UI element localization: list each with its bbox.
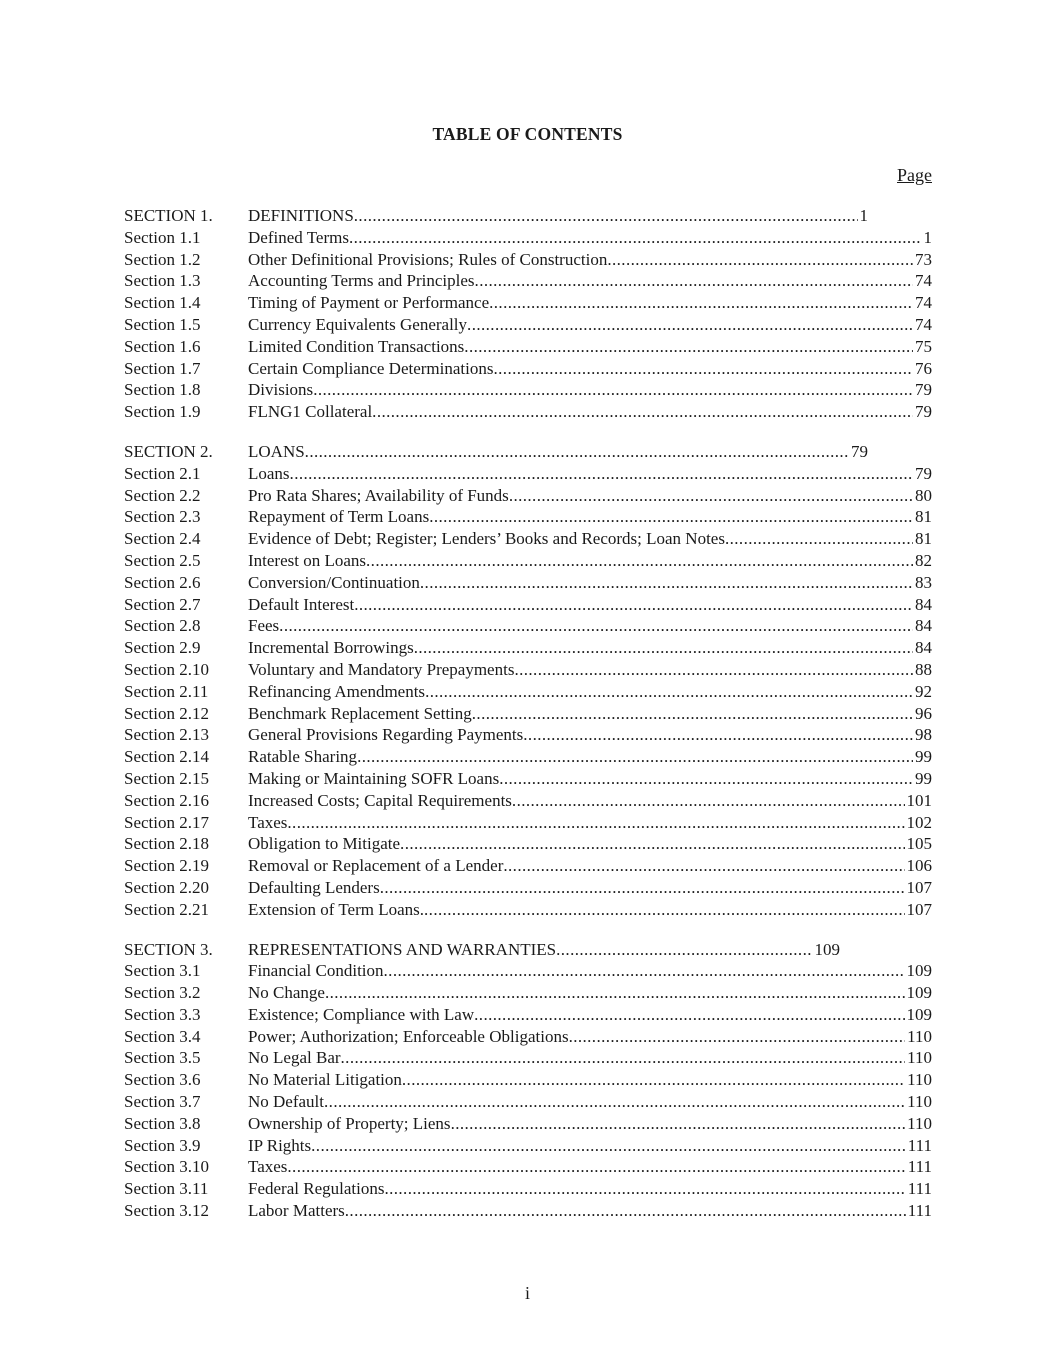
toc-entry-page: 92 — [915, 681, 932, 701]
toc-entry-body — [248, 1047, 932, 1069]
dot-leader — [420, 572, 913, 594]
toc-entry[interactable] — [124, 746, 932, 768]
toc-entry-title: DEFINITIONS — [248, 206, 354, 225]
toc-entry-number: Section 2.4 — [124, 529, 201, 549]
toc-entry-body — [248, 572, 932, 594]
toc-entry-page: 1 — [923, 227, 932, 247]
toc-entry-number: SECTION 3. — [124, 939, 213, 959]
toc-entry[interactable] — [124, 463, 932, 485]
toc-entry-body — [248, 463, 932, 485]
toc-entry-page: 81 — [915, 529, 932, 549]
toc-entry[interactable] — [124, 790, 932, 812]
toc-entry-number: Section 2.17 — [124, 812, 209, 832]
toc-entry-page: 111 — [907, 1201, 932, 1221]
toc-entry[interactable] — [124, 1200, 932, 1222]
dot-leader — [345, 1200, 906, 1222]
toc-entry[interactable] — [124, 270, 932, 292]
toc-entry-number: Section 2.3 — [124, 507, 201, 527]
toc-entry-page: 82 — [915, 550, 932, 570]
toc-entry-number: Section 2.8 — [124, 616, 201, 636]
toc-entry-title: Extension of Term Loans. — [248, 899, 425, 919]
toc-entry[interactable] — [124, 401, 932, 423]
toc-entry-title: Timing of Payment or Performance — [248, 293, 490, 313]
toc-entry[interactable] — [124, 1026, 932, 1048]
toc-entry[interactable] — [124, 899, 932, 921]
toc-entry-number: Section 1.1 — [124, 227, 201, 247]
toc-entry-number: Section 2.6 — [124, 572, 201, 592]
document-title: TABLE OF CONTENTS — [432, 124, 623, 144]
toc-entry-title: Labor Matters — [248, 1201, 345, 1221]
dot-leader — [556, 939, 812, 961]
toc-entry[interactable] — [124, 1091, 932, 1113]
toc-entry-number: SECTION 1. — [124, 206, 213, 225]
toc-entry-title: Benchmark Replacement Setting — [248, 703, 472, 723]
toc-section-group — [124, 441, 932, 921]
toc-entry[interactable] — [124, 1156, 932, 1178]
toc-entry-number: Section 2.14 — [124, 747, 209, 767]
toc-entry-title: Currency Equivalents Generally — [248, 314, 468, 334]
toc-entry[interactable] — [124, 615, 932, 637]
toc-entry-title: Taxes — [248, 812, 288, 832]
toc-entry[interactable] — [124, 1069, 932, 1091]
toc-entry[interactable] — [124, 812, 932, 834]
toc-entry-title: Loans — [248, 463, 290, 483]
toc-entry-number: Section 3.5 — [124, 1048, 201, 1068]
toc-entry-number: Section 2.21 — [124, 899, 209, 919]
toc-entry-title: Conversion/Continuation — [248, 572, 420, 592]
toc-entry-title: LOANS — [248, 441, 305, 461]
toc-entry[interactable] — [124, 227, 932, 249]
toc-entry-title: IP Rights — [248, 1135, 312, 1155]
toc-entry-body — [248, 1026, 932, 1048]
dot-leader — [499, 768, 913, 790]
toc-entry-title: Divisions — [248, 380, 314, 400]
toc-entry-body — [248, 336, 932, 358]
dot-leader — [514, 659, 913, 681]
toc-entry[interactable] — [124, 572, 932, 594]
toc-entry[interactable] — [124, 528, 932, 550]
toc-entry-title: Existence; Compliance with Law — [248, 1004, 475, 1024]
toc-entry-page: 99 — [915, 747, 932, 767]
toc-entry-number: Section 3.7 — [124, 1092, 201, 1112]
dot-leader — [489, 292, 913, 314]
dot-leader — [311, 1135, 906, 1157]
toc-entry-body — [248, 768, 932, 790]
toc-entry-number: SECTION 2. — [124, 441, 213, 461]
toc-entry-page: 96 — [915, 703, 932, 723]
dot-leader — [467, 314, 913, 336]
toc-entry-number: Section 2.16 — [124, 790, 209, 810]
toc-entry-page: 73 — [915, 249, 932, 269]
page-column-label: Page — [897, 165, 932, 185]
toc-entry-number: Section 2.7 — [124, 594, 201, 614]
toc-entry[interactable] — [124, 768, 932, 790]
toc-entry-title: Default Interest — [248, 594, 355, 614]
toc-entry-title: Refinancing Amendments — [248, 681, 426, 701]
toc-entry-page: 79 — [915, 380, 932, 400]
toc-entry[interactable] — [124, 1047, 932, 1069]
toc-entry-body — [248, 528, 932, 550]
toc-entry-number: Section 3.10 — [124, 1157, 209, 1177]
toc-entry-title: Interest on Loans — [248, 550, 367, 570]
dot-leader — [512, 790, 905, 812]
toc-entry-page: 98 — [915, 725, 932, 745]
toc-entry-number: Section 1.6 — [124, 336, 201, 356]
toc-entry-body — [248, 960, 932, 982]
toc-entry-number: Section 2.15 — [124, 768, 209, 788]
dot-leader — [354, 205, 858, 227]
toc-entry-number: Section 3.9 — [124, 1135, 201, 1155]
toc-entry[interactable] — [124, 659, 932, 681]
toc-entry-body — [248, 659, 932, 681]
dot-leader — [384, 1178, 905, 1200]
dot-leader — [287, 1156, 905, 1178]
toc-entry-body — [248, 550, 932, 572]
toc-entry-body — [248, 899, 932, 921]
toc-entry-title: Federal Regulations — [248, 1179, 385, 1199]
toc-entry-body — [248, 485, 932, 507]
toc-entry[interactable] — [124, 379, 932, 401]
toc-entry-page: 111 — [907, 1135, 932, 1155]
toc-entry-title: No Legal Bar — [248, 1048, 341, 1068]
toc-entry-page: 81 — [915, 507, 932, 527]
toc-entry-title: Ratable Sharing — [248, 747, 358, 767]
toc-entry[interactable] — [124, 594, 932, 616]
toc-entry-title: Limited Condition Transactions — [248, 336, 465, 356]
toc-entry-number: Section 3.2 — [124, 983, 201, 1003]
toc-entry-title: Ownership of Property; Liens — [248, 1113, 451, 1133]
toc-entry[interactable] — [124, 358, 932, 380]
dot-leader — [357, 746, 913, 768]
toc-entry-title: Other Definitional Provisions; Rules of Construction — [248, 249, 608, 269]
toc-entry-page: 109 — [814, 939, 840, 959]
toc-entry-page: 74 — [915, 293, 932, 313]
dot-leader — [503, 855, 904, 877]
toc-entry[interactable] — [124, 1178, 932, 1200]
dot-leader — [349, 227, 922, 249]
toc-entry-number: Section 3.11 — [124, 1179, 209, 1199]
toc-entry-page: 109 — [906, 1004, 932, 1024]
toc-entry[interactable] — [124, 982, 932, 1004]
toc-entry-body — [248, 314, 932, 336]
toc-entry-title: No Change — [248, 983, 325, 1003]
toc-entry-title: Pro Rata Shares; Availability of Funds — [248, 485, 509, 505]
toc-entry-number: Section 2.12 — [124, 703, 209, 723]
dot-leader — [366, 550, 913, 572]
dot-leader — [429, 506, 913, 528]
dot-leader — [509, 485, 913, 507]
toc-entry-title: FLNG1 Collateral — [248, 402, 373, 422]
toc-entry-number: Section 1.9 — [124, 402, 201, 422]
toc-entry-body — [248, 379, 932, 401]
dot-leader — [341, 1047, 906, 1069]
toc-entry-body — [248, 1091, 932, 1113]
toc-entry-title: Obligation to Mitigate — [248, 834, 401, 854]
toc-entry[interactable] — [124, 1113, 932, 1135]
toc-entry[interactable] — [124, 1004, 932, 1026]
toc-entry-page: 99 — [915, 768, 932, 788]
dot-leader — [523, 724, 913, 746]
toc-entry-body — [248, 939, 840, 961]
toc-entry-page: 107 — [906, 899, 932, 919]
toc-entry-page: 111 — [907, 1157, 932, 1177]
toc-entry-number: Section 2.2 — [124, 485, 201, 505]
dot-leader — [402, 1069, 905, 1091]
toc-entry-body — [248, 1178, 932, 1200]
toc-entry-body — [248, 812, 932, 834]
toc-entry-title: Certain Compliance Determinations — [248, 358, 494, 378]
dot-leader — [474, 1004, 904, 1026]
toc-entry-body — [248, 401, 932, 423]
toc-entry-page: 110 — [907, 1113, 932, 1133]
toc-entry-body — [248, 594, 932, 616]
toc-entry-number: Section 3.1 — [124, 961, 201, 981]
dot-leader — [569, 1026, 906, 1048]
toc-entry-body — [248, 506, 932, 528]
toc-entry[interactable] — [124, 506, 932, 528]
dot-leader — [464, 336, 913, 358]
toc-entry-page: 110 — [907, 1026, 932, 1046]
toc-entry-page: 84 — [915, 638, 932, 658]
toc-entry-page: 111 — [907, 1179, 932, 1199]
toc-section-heading[interactable] — [124, 205, 932, 227]
toc-entry-title: No Default — [248, 1092, 325, 1112]
dot-leader — [290, 463, 913, 485]
toc-entry-body — [248, 746, 932, 768]
toc-entry-body — [248, 205, 868, 227]
toc-entry-body — [248, 615, 932, 637]
dot-leader — [305, 441, 849, 463]
toc-entry-number: Section 3.3 — [124, 1004, 201, 1024]
toc-entry-body — [248, 1156, 932, 1178]
toc-section-group — [124, 939, 932, 1222]
toc-entry[interactable] — [124, 681, 932, 703]
toc-entry-page: 101 — [906, 790, 932, 810]
toc-entry[interactable] — [124, 1135, 932, 1157]
toc-entry-number: Section 2.10 — [124, 659, 209, 679]
toc-entry-title: Defined Terms — [248, 227, 349, 247]
toc-entry-body — [248, 270, 932, 292]
toc-entry[interactable] — [124, 336, 932, 358]
dot-leader — [400, 833, 904, 855]
toc-entry-title: Financial Condition — [248, 961, 384, 981]
toc-entry-page: 107 — [906, 877, 932, 897]
toc-entry-body — [248, 877, 932, 899]
toc-entry-title: Power; Authorization; Enforceable Obligations — [248, 1026, 569, 1046]
dot-leader — [494, 358, 914, 380]
toc-entry-number: Section 2.9 — [124, 638, 201, 658]
toc-entry-title: Defaulting Lenders — [248, 877, 380, 897]
toc-entry[interactable] — [124, 485, 932, 507]
toc-entry[interactable] — [124, 877, 932, 899]
toc-entry-title: Incremental Borrowings — [248, 638, 414, 658]
dot-leader — [475, 270, 913, 292]
toc-entry-body — [248, 855, 932, 877]
toc-entry-title: Repayment of Term Loans — [248, 507, 430, 527]
dot-leader — [472, 703, 913, 725]
toc-entry-body — [248, 249, 932, 271]
dot-leader — [372, 401, 913, 423]
dot-leader — [354, 594, 913, 616]
toc-entry-page: 102 — [906, 812, 932, 832]
toc-entry-body — [248, 358, 932, 380]
toc-entry-number: Section 1.2 — [124, 249, 201, 269]
toc-entry[interactable] — [124, 314, 932, 336]
toc-entry-body — [248, 790, 932, 812]
toc-entry-title: No Material Litigation — [248, 1070, 402, 1090]
toc-entry-page: 79 — [915, 463, 932, 483]
toc-entry-body — [248, 227, 932, 249]
toc-entry-title: Fees — [248, 616, 280, 636]
toc-section-heading[interactable] — [124, 939, 932, 961]
toc-section-heading[interactable] — [124, 441, 932, 463]
toc-entry-page: 75 — [915, 336, 932, 356]
toc-entry-page: 79 — [851, 441, 868, 461]
dot-leader — [425, 681, 913, 703]
toc-entry[interactable] — [124, 855, 932, 877]
dot-leader — [414, 637, 913, 659]
toc-entry-page: 1 — [859, 206, 868, 225]
dot-leader — [380, 877, 905, 899]
dot-leader — [451, 1113, 906, 1135]
toc-entry-number: Section 3.4 — [124, 1026, 201, 1046]
footer-page-number: i — [524, 1283, 530, 1303]
table-of-contents — [124, 205, 932, 1240]
toc-entry-number: Section 1.7 — [124, 358, 201, 378]
dot-leader — [324, 1091, 905, 1113]
toc-entry-number: Section 1.5 — [124, 314, 201, 334]
toc-entry-body — [248, 441, 868, 463]
dot-leader — [424, 899, 904, 921]
toc-entry-page: 110 — [907, 1092, 932, 1112]
toc-entry[interactable] — [124, 292, 932, 314]
toc-entry-page: 105 — [906, 834, 932, 854]
toc-entry-number: Section 2.11 — [124, 681, 209, 701]
toc-entry-number: Section 3.8 — [124, 1113, 201, 1133]
toc-entry-body — [248, 1200, 932, 1222]
toc-entry-title: General Provisions Regarding Payments — [248, 725, 524, 745]
dot-leader — [313, 379, 913, 401]
toc-entry-page: 109 — [906, 961, 932, 981]
toc-entry-title: REPRESENTATIONS AND WARRANTIES — [248, 939, 557, 959]
toc-entry-page: 84 — [915, 594, 932, 614]
dot-leader — [384, 960, 905, 982]
toc-entry-number: Section 2.1 — [124, 463, 201, 483]
toc-entry[interactable] — [124, 703, 932, 725]
toc-entry[interactable] — [124, 550, 932, 572]
toc-entry-number: Section 1.8 — [124, 380, 201, 400]
toc-entry-body — [248, 1113, 932, 1135]
toc-entry-body — [248, 982, 932, 1004]
toc-entry-number: Section 2.5 — [124, 550, 201, 570]
toc-entry[interactable] — [124, 960, 932, 982]
toc-entry-page: 109 — [906, 983, 932, 1003]
toc-entry-body — [248, 637, 932, 659]
toc-entry-number: Section 1.4 — [124, 293, 201, 313]
dot-leader — [725, 528, 913, 550]
toc-entry[interactable] — [124, 833, 932, 855]
toc-entry-body — [248, 1004, 932, 1026]
toc-entry-page: 79 — [915, 402, 932, 422]
toc-entry-page: 83 — [915, 572, 932, 592]
dot-leader — [607, 249, 913, 271]
toc-entry-body — [248, 833, 932, 855]
toc-entry-page: 88 — [915, 659, 932, 679]
toc-entry-title: Evidence of Debt; Register; Lenders’ Books and Records; Loan Notes — [248, 529, 725, 549]
toc-entry-page: 76 — [915, 358, 932, 378]
toc-entry-number: Section 2.19 — [124, 856, 209, 876]
toc-entry-title: Taxes — [248, 1157, 288, 1177]
toc-entry-page: 74 — [915, 314, 932, 334]
toc-entry[interactable] — [124, 724, 932, 746]
dot-leader — [325, 982, 905, 1004]
toc-entry-body — [248, 1069, 932, 1091]
toc-entry-number: Section 2.20 — [124, 877, 209, 897]
toc-entry-number: Section 3.6 — [124, 1070, 201, 1090]
dot-leader — [287, 812, 904, 834]
toc-entry-body — [248, 703, 932, 725]
toc-entry-title: Increased Costs; Capital Requirements — [248, 790, 512, 810]
toc-entry[interactable] — [124, 637, 932, 659]
toc-entry-page: 74 — [915, 271, 932, 291]
toc-entry-page: 110 — [907, 1070, 932, 1090]
toc-entry-page: 84 — [915, 616, 932, 636]
toc-entry-number: Section 1.3 — [124, 271, 201, 291]
toc-entry-page: 106 — [906, 856, 932, 876]
toc-entry-page: 110 — [907, 1048, 932, 1068]
toc-entry-body — [248, 292, 932, 314]
toc-entry[interactable] — [124, 249, 932, 271]
toc-entry-number: Section 3.12 — [124, 1201, 209, 1221]
toc-entry-title: Making or Maintaining SOFR Loans — [248, 768, 500, 788]
toc-entry-page: 80 — [915, 485, 932, 505]
toc-entry-title: Accounting Terms and Principles — [248, 271, 475, 291]
toc-entry-body — [248, 724, 932, 746]
toc-section-group — [124, 205, 932, 423]
toc-entry-body — [248, 681, 932, 703]
toc-entry-body — [248, 1135, 932, 1157]
dot-leader — [279, 615, 913, 637]
toc-entry-number: Section 2.13 — [124, 725, 209, 745]
toc-entry-title: Voluntary and Mandatory Prepayments — [248, 659, 515, 679]
toc-entry-number: Section 2.18 — [124, 834, 209, 854]
toc-entry-title: Removal or Replacement of a Lender — [248, 856, 504, 876]
